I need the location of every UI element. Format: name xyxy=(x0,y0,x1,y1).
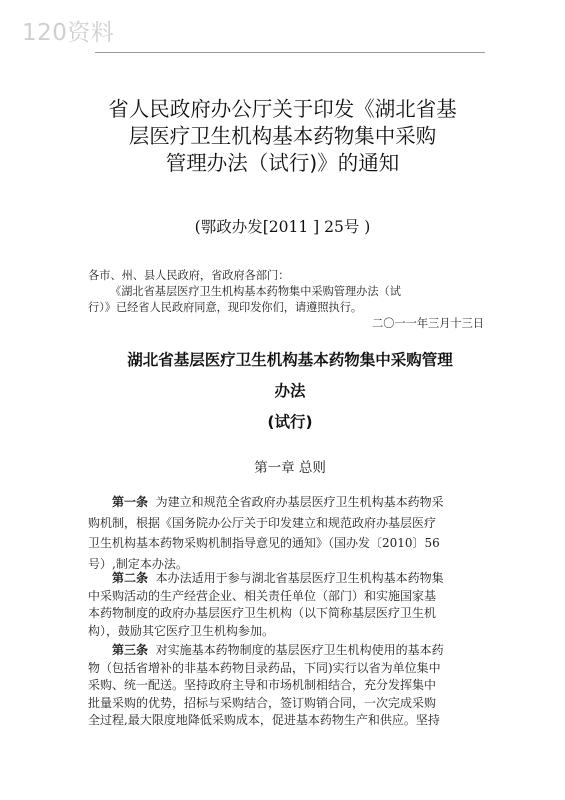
article-line: 中采购活动的生产经营企业、相关责任单位（部门）和实施国家基 xyxy=(88,588,437,603)
article-line: 构），鼓励其它医疗卫生机构参加。 xyxy=(88,623,275,638)
article-line: 号）,制定本办法。 xyxy=(88,556,188,571)
article-line: 购机制，根据《国务院办公厅关于印发建立和规范政府办基层医疗 xyxy=(88,515,437,530)
article-line: 采购、统一配送。坚持政府主导和市场机制相结合，充分发挥集中 xyxy=(88,678,437,692)
article-number: 第三条 xyxy=(112,643,149,657)
article-line: 本办法适用于参与湖北省基层医疗卫生机构基本药物集 xyxy=(155,571,444,585)
article-line: 本药物制度的政府办基层医疗卫生机构（以下简称基层医疗卫生机 xyxy=(88,606,437,620)
article-line: 为建立和规范全省政府办基层医疗卫生机构基本药物采 xyxy=(155,495,444,509)
document-title-line: 管理办法（试行)》的通知 xyxy=(165,151,400,175)
measure-title-line: (试行) xyxy=(267,413,313,431)
notice-salutation: 各市、州、县人民政府，省政府各部门： xyxy=(88,269,290,282)
notice-body-line: 《湖北省基层医疗卫生机构基本药物集中采购管理办法（试 xyxy=(110,285,401,298)
chapter-heading: 第一章 总则 xyxy=(254,460,326,476)
measure-title-line: 办法 xyxy=(274,382,306,400)
document-number: (鄂政办发[2011 ] 25号 ) xyxy=(194,218,371,236)
article-3 xyxy=(88,642,488,730)
document-title-line: 省人民政府办公厅关于印发《湖北省基 xyxy=(108,97,457,121)
notice-paragraph xyxy=(88,268,488,332)
notice-body-line: 行）》已经省人民政府同意，现印发你们，请遵照执行。 xyxy=(88,301,363,314)
article-1 xyxy=(88,492,488,574)
article-line: 物（包括省增补的非基本药物目录药品，下同)实行以省为单位集中 xyxy=(88,660,441,675)
watermark: 120资料 xyxy=(22,20,115,46)
article-line: 对实施基本药物制度的基层医疗卫生机构使用的基本药 xyxy=(155,643,444,657)
measure-title-line: 湖北省基层医疗卫生机构基本药物集中采购管理 xyxy=(127,351,453,369)
article-line: 卫生机构基本药物采购机制指导意见的通知》（国办发〔2010〕56 xyxy=(88,536,440,550)
article-number: 第二条 xyxy=(112,571,149,585)
header-rule xyxy=(95,52,485,53)
document-title-line: 层医疗卫生机构基本药物集中采购 xyxy=(128,124,437,148)
article-line: 全过程,最大限度地降低采购成本，促进基本药物生产和供应。坚持 xyxy=(88,713,440,727)
measure-title xyxy=(95,345,485,438)
notice-date: 二〇一一年三月十三日 xyxy=(372,317,484,330)
article-2 xyxy=(88,570,488,640)
article-line: 批量采购的优势，招标与采购结合，签订购销合同，一次完成采购 xyxy=(88,695,437,710)
article-number: 第一条 xyxy=(112,495,149,509)
document-title xyxy=(60,96,505,177)
